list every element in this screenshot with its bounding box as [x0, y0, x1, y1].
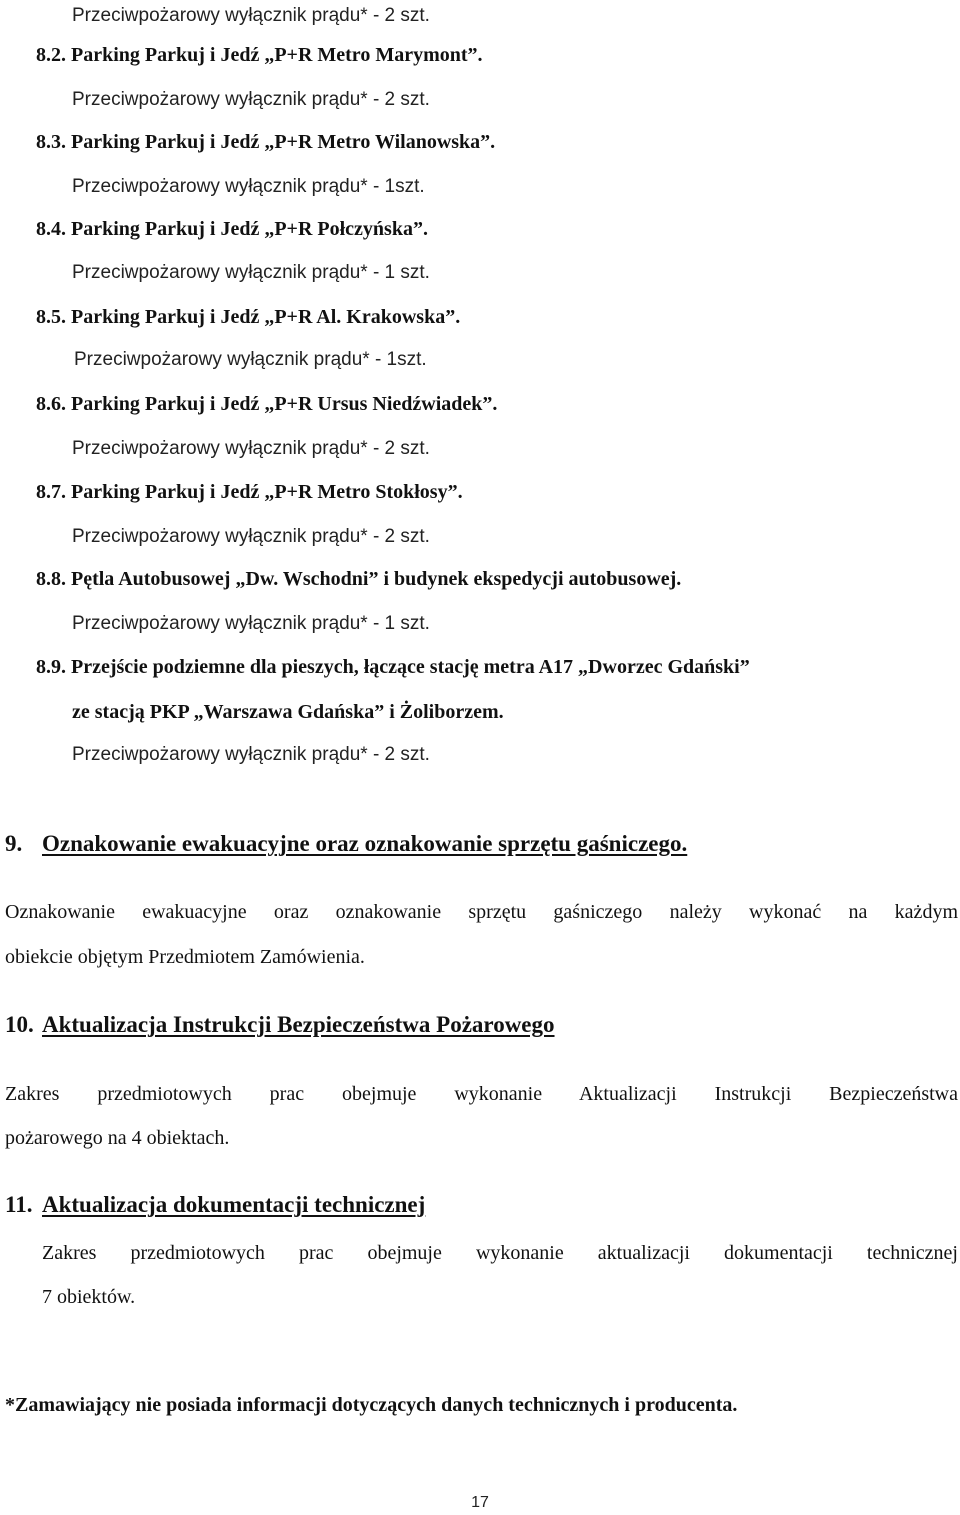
section-10-number: 10. — [5, 1012, 34, 1037]
section-11-body: 7 obiektów. — [42, 1286, 136, 1308]
section-10-body: pożarowego na 4 obiektach. — [5, 1127, 230, 1149]
item-text: Przeciwpożarowy wyłącznik prądu* - 1szt. — [72, 176, 425, 197]
section-11-title: Aktualizacja dokumentacji technicznej — [42, 1192, 426, 1217]
section-10-title: Aktualizacja Instrukcji Bezpieczeństwa Pożarowego — [42, 1012, 555, 1037]
item-heading: 8.9. Przejście podziemne dla pieszych, łączące stację metra A17 „Dworzec Gdański” — [36, 656, 750, 678]
item-heading: 8.3. Parking Parkuj i Jedź „P+R Metro Wilanowska”. — [36, 131, 496, 153]
section-9-body: obiekcie objętym Przedmiotem Zamówienia. — [5, 946, 365, 968]
item-heading: 8.7. Parking Parkuj i Jedź „P+R Metro Stokłosy”. — [36, 481, 463, 503]
item-text: Przeciwpożarowy wyłącznik prądu* - 1 szt. — [72, 613, 430, 634]
section-11-body: Zakres przedmiotowych prac obejmuje wykonanie aktualizacji dokumentacji technicznej — [42, 1242, 958, 1264]
item-heading: 8.2. Parking Parkuj i Jedź „P+R Metro Marymont”. — [36, 44, 483, 66]
section-10-body: Zakres przedmiotowych prac obejmuje wykonanie Aktualizacji Instrukcji Bezpieczeństwa — [5, 1083, 958, 1105]
section-9-title: Oznakowanie ewakuacyjne oraz oznakowanie sprzętu gaśniczego. — [42, 831, 688, 856]
item-text: Przeciwpożarowy wyłącznik prądu* - 1szt. — [74, 349, 427, 370]
item-heading: 8.8. Pętla Autobusowej „Dw. Wschodni” i budynek ekspedycji autobusowej. — [36, 568, 682, 590]
item-text: Przeciwpożarowy wyłącznik prądu* - 2 szt. — [72, 526, 430, 547]
item-text: Przeciwpożarowy wyłącznik prądu* - 2 szt. — [72, 438, 430, 459]
footnote: *Zamawiający nie posiada informacji dotyczących danych technicznych i producenta. — [5, 1394, 738, 1416]
page-number: 17 — [471, 1494, 489, 1511]
item-text: Przeciwpożarowy wyłącznik prądu* - 2 szt. — [72, 744, 430, 765]
section-9-body: Oznakowanie ewakuacyjne oraz oznakowanie sprzętu gaśniczego należy wykonać na każdym — [5, 901, 958, 923]
section-9-number: 9. — [5, 831, 23, 856]
item-heading: 8.4. Parking Parkuj i Jedź „P+R Połczyńska”. — [36, 218, 428, 240]
item-heading: 8.5. Parking Parkuj i Jedź „P+R Al. Krakowska”. — [36, 306, 461, 328]
item-text: Przeciwpożarowy wyłącznik prądu* - 2 szt. — [72, 89, 430, 110]
item-heading: 8.6. Parking Parkuj i Jedź „P+R Ursus Niedźwiadek”. — [36, 393, 498, 415]
item-text: Przeciwpożarowy wyłącznik prądu* - 2 szt. — [72, 5, 430, 26]
item-text: Przeciwpożarowy wyłącznik prądu* - 1 szt. — [72, 262, 430, 283]
item-heading-continuation: ze stacją PKP „Warszawa Gdańska” i Żoliborzem. — [72, 701, 504, 723]
section-11-number: 11. — [5, 1192, 33, 1217]
